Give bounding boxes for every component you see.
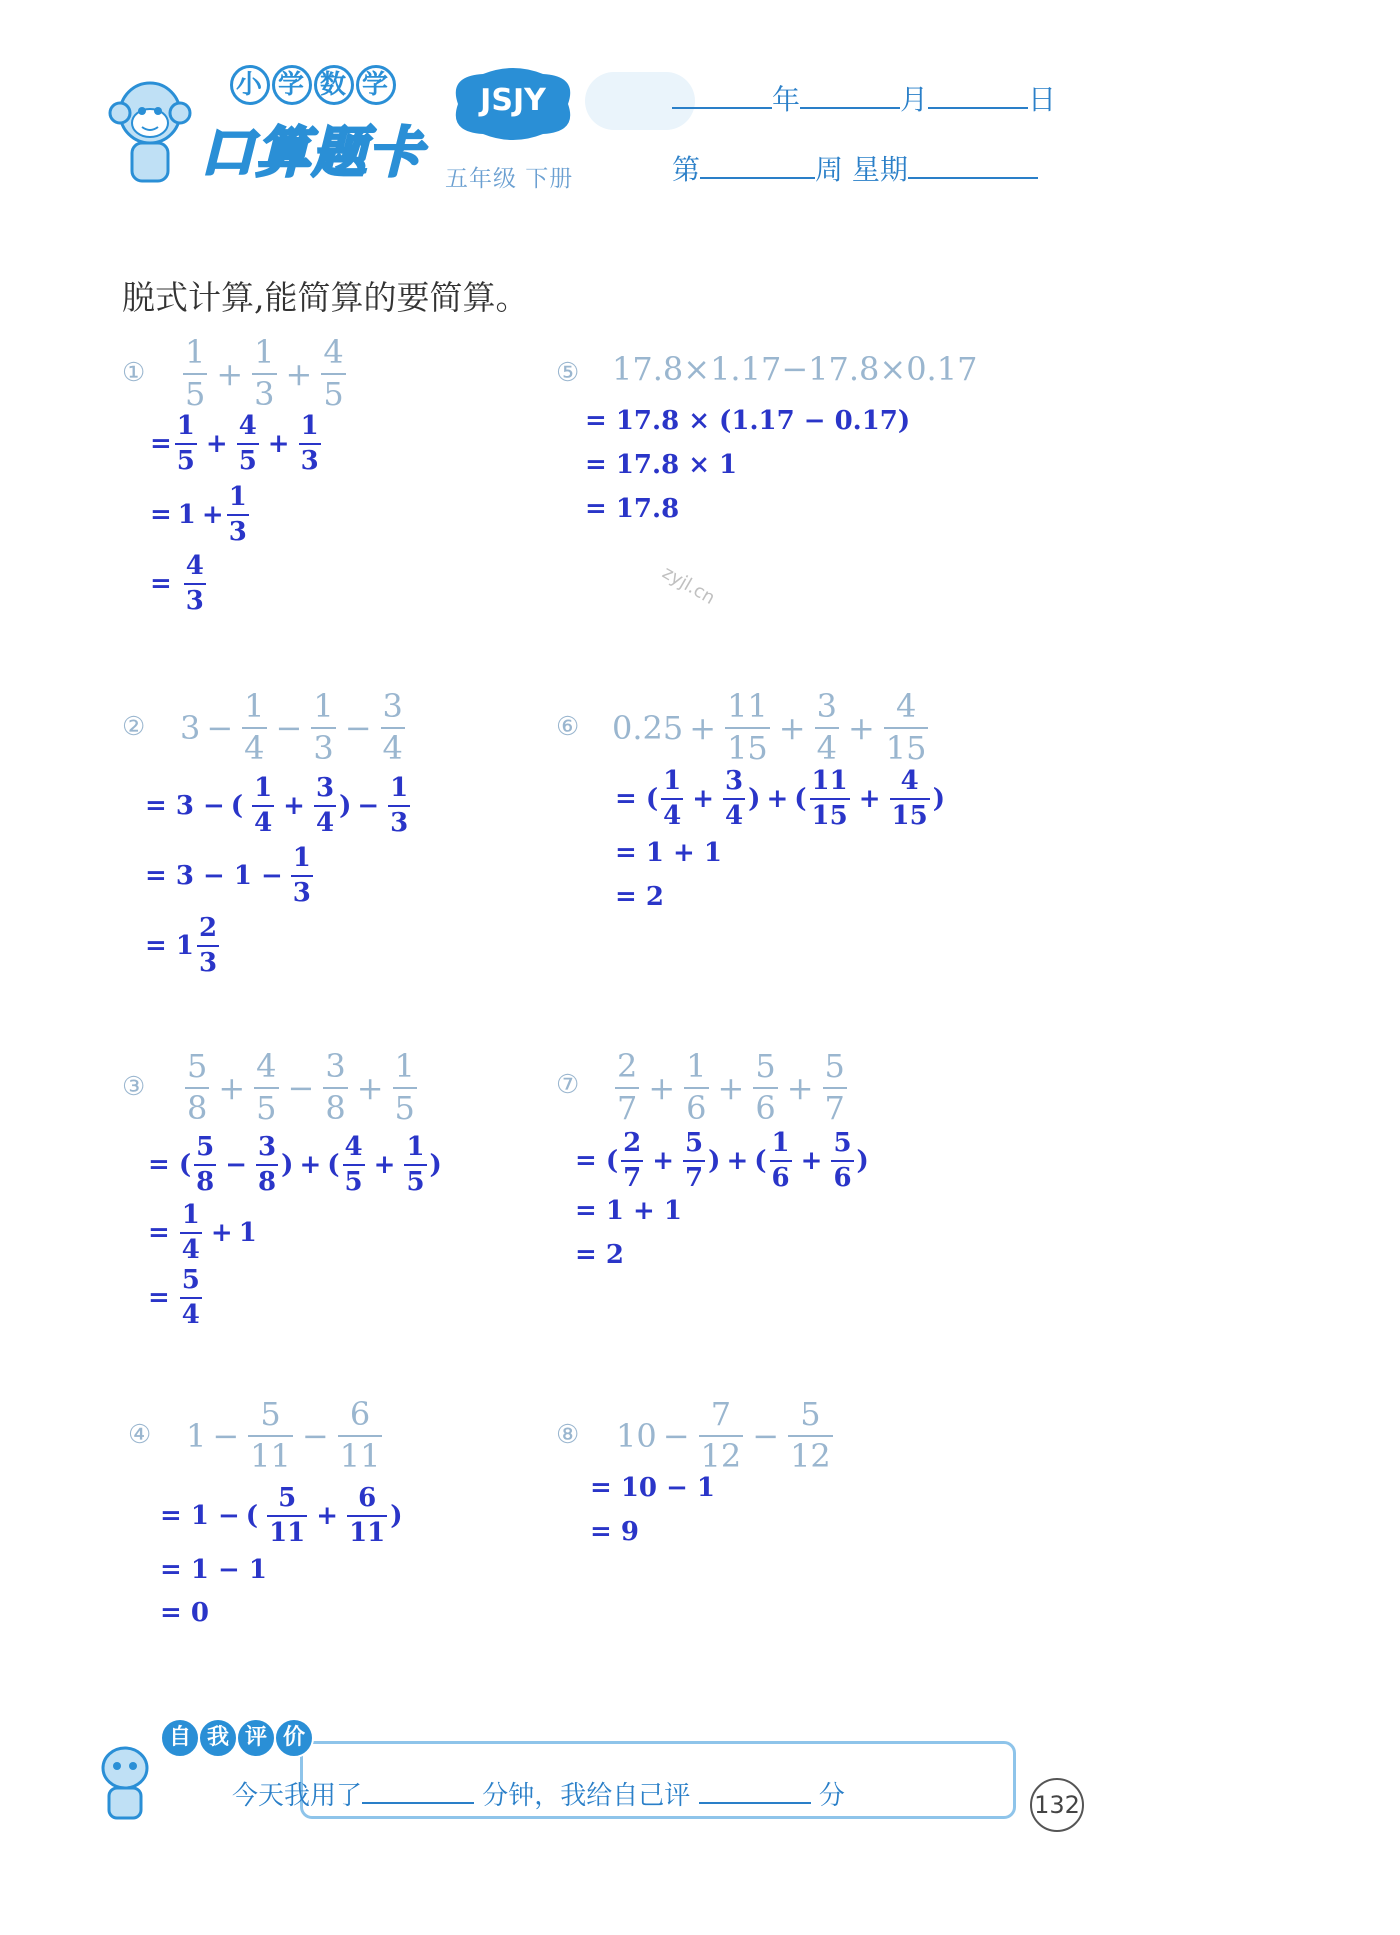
monkey-mascot-icon xyxy=(100,75,200,190)
answer-step: = $\frac{1}{5}$ + $\frac{4}{5}$ + $\frac{1}{3}$ xyxy=(150,411,319,477)
answer-step: = 3 − ( $\frac{1}{4}$ + $\frac{3}{4}$ ) − $\frac{1}{3}$ xyxy=(145,773,409,839)
series-label: 小 学 数 学 xyxy=(230,65,398,105)
answer-step: = $\frac{1}{4}$ + 1 xyxy=(148,1200,257,1266)
answer-step: = 17.8 × 1 xyxy=(585,450,738,480)
problem-number: ⑤ xyxy=(556,358,580,388)
self-evaluation-badge: 自 我 评 价 xyxy=(160,1718,312,1758)
problem-number: ① xyxy=(122,358,146,388)
answer-step: = 1 − 1 xyxy=(160,1555,267,1585)
self-evaluation-text: 今天我用了 分钟，我给自己评 分 xyxy=(232,1775,845,1812)
problem-expression: 0.25 + $\frac{11}{15}$ + $\frac{3}{4}$ + $\frac{4}{15}$ xyxy=(612,687,927,767)
problem-number: ④ xyxy=(128,1420,152,1450)
answer-step: = 1 + $\frac{1}{3}$ xyxy=(150,482,247,548)
problem-number: ⑥ xyxy=(556,712,580,742)
problem-number: ② xyxy=(122,712,146,742)
score-blank[interactable] xyxy=(699,1778,811,1804)
problem-expression: $\frac{5}{8}$ + $\frac{4}{5}$ − $\frac{3}{8}$ + $\frac{1}{5}$ xyxy=(187,1047,415,1127)
answer-step: = 1 − ( $\frac{5}{11}$ + $\frac{6}{11}$ ) xyxy=(160,1483,403,1549)
problem-number: ⑧ xyxy=(556,1420,580,1450)
day-blank[interactable] xyxy=(928,81,1028,109)
page-number: 132 xyxy=(1030,1778,1084,1832)
answer-step: = 1 + 1 xyxy=(575,1196,682,1226)
answer-step: = 17.8 × (1.17 − 0.17) xyxy=(585,406,911,436)
instruction-text: 脱式计算,能简算的要简算。 xyxy=(122,278,529,317)
answer-step: = 2 xyxy=(575,1240,624,1270)
minutes-blank[interactable] xyxy=(362,1778,474,1804)
answer-step: = 1 $\frac{2}{3}$ xyxy=(145,913,218,979)
date-fields: 年 月 日 xyxy=(672,78,1056,118)
answer-step: = 0 xyxy=(160,1598,209,1628)
problem-expression: 3 − $\frac{1}{4}$ − $\frac{1}{3}$ − $\frac{3}{4}$ xyxy=(180,687,403,767)
problem-expression: 10 − $\frac{7}{12}$ − $\frac{5}{12}$ xyxy=(616,1395,831,1475)
answer-step: = ( $\frac{1}{4}$ + $\frac{3}{4}$ ) + ( $\frac{11}{15}$ + $\frac{4}{15}$ ) xyxy=(615,766,946,832)
watermark: zyjl.cn xyxy=(658,562,719,609)
answer-step: = $\frac{5}{4}$ xyxy=(148,1265,200,1331)
answer-step: = 10 − 1 xyxy=(590,1473,715,1503)
problem-expression: $\frac{1}{5}$ + $\frac{1}{3}$ + $\frac{4}{5}$ xyxy=(185,333,344,413)
book-title: 口算题卡 xyxy=(200,121,424,184)
grade-label: 五年级 下册 xyxy=(445,166,574,192)
problem-number: ③ xyxy=(122,1072,146,1102)
weekday-blank[interactable] xyxy=(908,151,1038,179)
answer-step: = ( $\frac{2}{7}$ + $\frac{5}{7}$ ) + ( $\frac{1}{6}$ + $\frac{5}{6}$ ) xyxy=(575,1128,869,1194)
answer-step: = ( $\frac{5}{8}$ − $\frac{3}{8}$ ) + ( $\frac{4}{5}$ + $\frac{1}{5}$ ) xyxy=(148,1132,442,1198)
problem-expression: $\frac{2}{7}$ + $\frac{1}{6}$ + $\frac{5}{6}$ + $\frac{5}{7}$ xyxy=(617,1047,845,1127)
month-blank[interactable] xyxy=(800,81,900,109)
answer-step: = $\frac{4}{3}$ xyxy=(150,551,204,617)
problem-number: ⑦ xyxy=(556,1070,580,1100)
problem-expression: 1 − $\frac{5}{11}$ − $\frac{6}{11}$ xyxy=(186,1395,381,1475)
answer-step: = 2 xyxy=(615,882,664,912)
robot-mascot-icon xyxy=(95,1742,155,1822)
answer-step: = 17.8 xyxy=(585,494,680,524)
answer-step: = 1 + 1 xyxy=(615,838,722,868)
week-fields: 第 周 星期 xyxy=(672,148,1038,188)
year-blank[interactable] xyxy=(672,81,772,109)
publisher-badge-text: JSJY xyxy=(480,83,546,118)
week-blank[interactable] xyxy=(700,151,815,179)
answer-step: = 3 − 1 − $\frac{1}{3}$ xyxy=(145,843,311,909)
answer-step: = 9 xyxy=(590,1517,639,1547)
problem-expression: 17.8×1.17−17.8×0.17 xyxy=(612,350,978,388)
